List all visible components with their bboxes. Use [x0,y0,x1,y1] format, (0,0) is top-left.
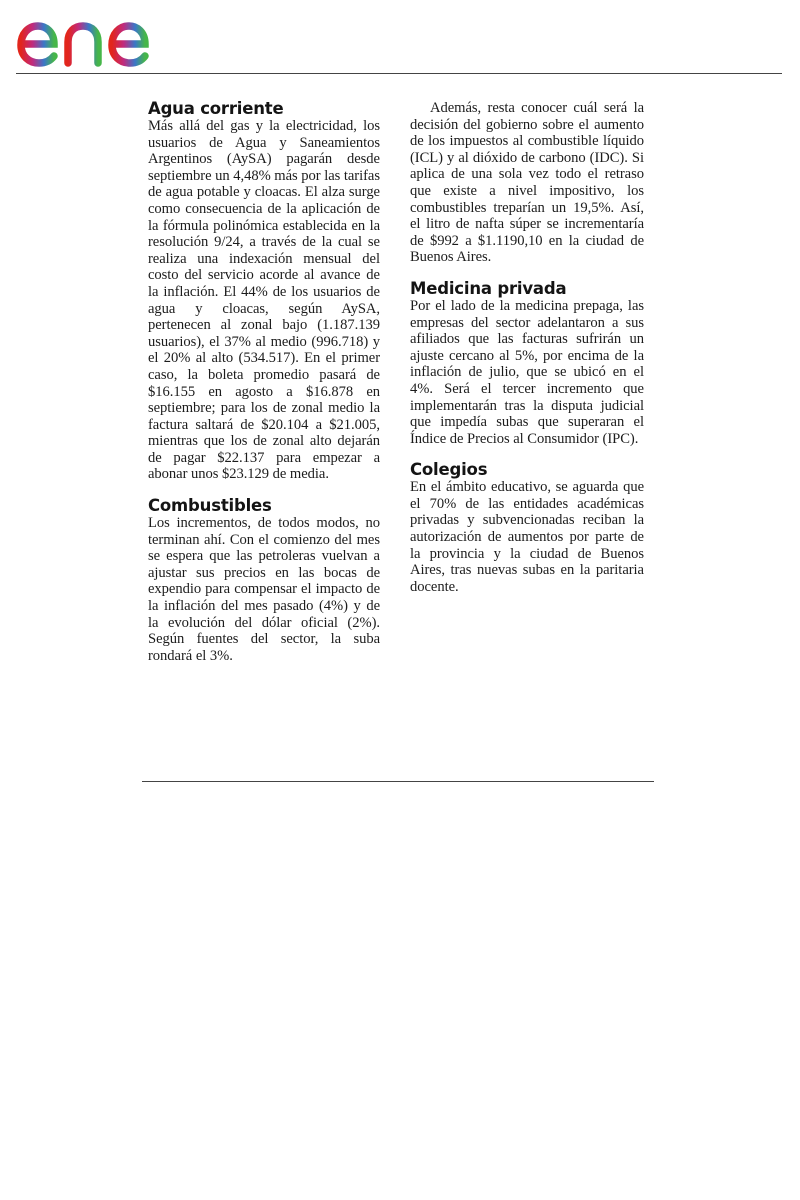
article-column-right [410,100,644,595]
article-column-left [148,100,380,664]
section-title-colegios: Colegios [410,460,488,480]
paragraph-ademas: Además, resta conocer cuál será la decisión del gobierno sobre el aumento de los impuestos al combustible líquido (ICL) y al dióxido de carbono (IDC). Si aplica de una sola vez todo el retraso que existe a nivel impositivo, los combustibles treparían un 19,5%. Así, el litro de nafta súper se incrementaría de $992 a $1.1190,10 en la ciudad de Buenos Aires. [410,100,644,266]
section-body-colegios: En el ámbito educativo, se aguarda que el 70% de las entidades académicas privadas y subvencionadas reciban la autorización de aumentos por parte de la provincia y la ciudad de Buenos Aires, tras nuevas subas en la paritaria docente. [410,479,644,595]
page-header [0,0,800,80]
section-title-agua: Agua corriente [148,99,284,118]
section-title-combustibles: Combustibles [148,496,272,516]
header-divider [16,73,782,74]
section-title-medicina: Medicina privada [410,278,567,298]
enel-logo [16,6,184,68]
footer-divider [142,781,654,782]
section-body-combustibles: Los incrementos, de todos modos, no terminan ahí. Con el comienzo del mes se espera que las petroleras vuelvan a ajustar sus precios en las bocas de expendio para compensar el impacto de la inflación del mes pasado (4%) y de la evolución del dólar oficial (2%). Según fuentes del sector, la suba rondará el 3%. [148,515,380,664]
section-body-agua: Más allá del gas y la electricidad, los usuarios de Agua y Saneamientos Argentinos (AySA) pagarán desde septiembre un 4,48% más por las tarifas de agua potable y cloacas. El alza surge como consecuencia de la aplicación de la fórmula polinómica establecida en la resolución 9/24, a través de la cual se realiza una indexación mensual del costo del servicio acorde al avance de la inflación. El 44% de los usuarios de agua y cloacas, según AySA, pertenecen al zonal bajo (1.187.139 usuarios), el 37% al medio (996.718) y el 20% al alto (534.517). En el primer caso, la boleta promedio pasará de $16.155 en agosto a $16.878 en septiembre; para los de zonal medio la factura saltará de $20.104 a $21.005, mientras que los de zonal alto dejarán de pagar $22.137 para empezar a abonar unos $23.129 de media. [148,118,380,483]
section-body-medicina: Por el lado de la medicina prepaga, las empresas del sector adelantaron a sus afiliados que las facturas sufrirán un ajuste cercano al 5%, por encima de la inflación de julio, que se ubicó en el 4%. Será el tercer incremento que implementarán tras la disputa judicial que impedía subas que superaran el Índice de Precios al Consumidor (IPC). [410,297,644,447]
